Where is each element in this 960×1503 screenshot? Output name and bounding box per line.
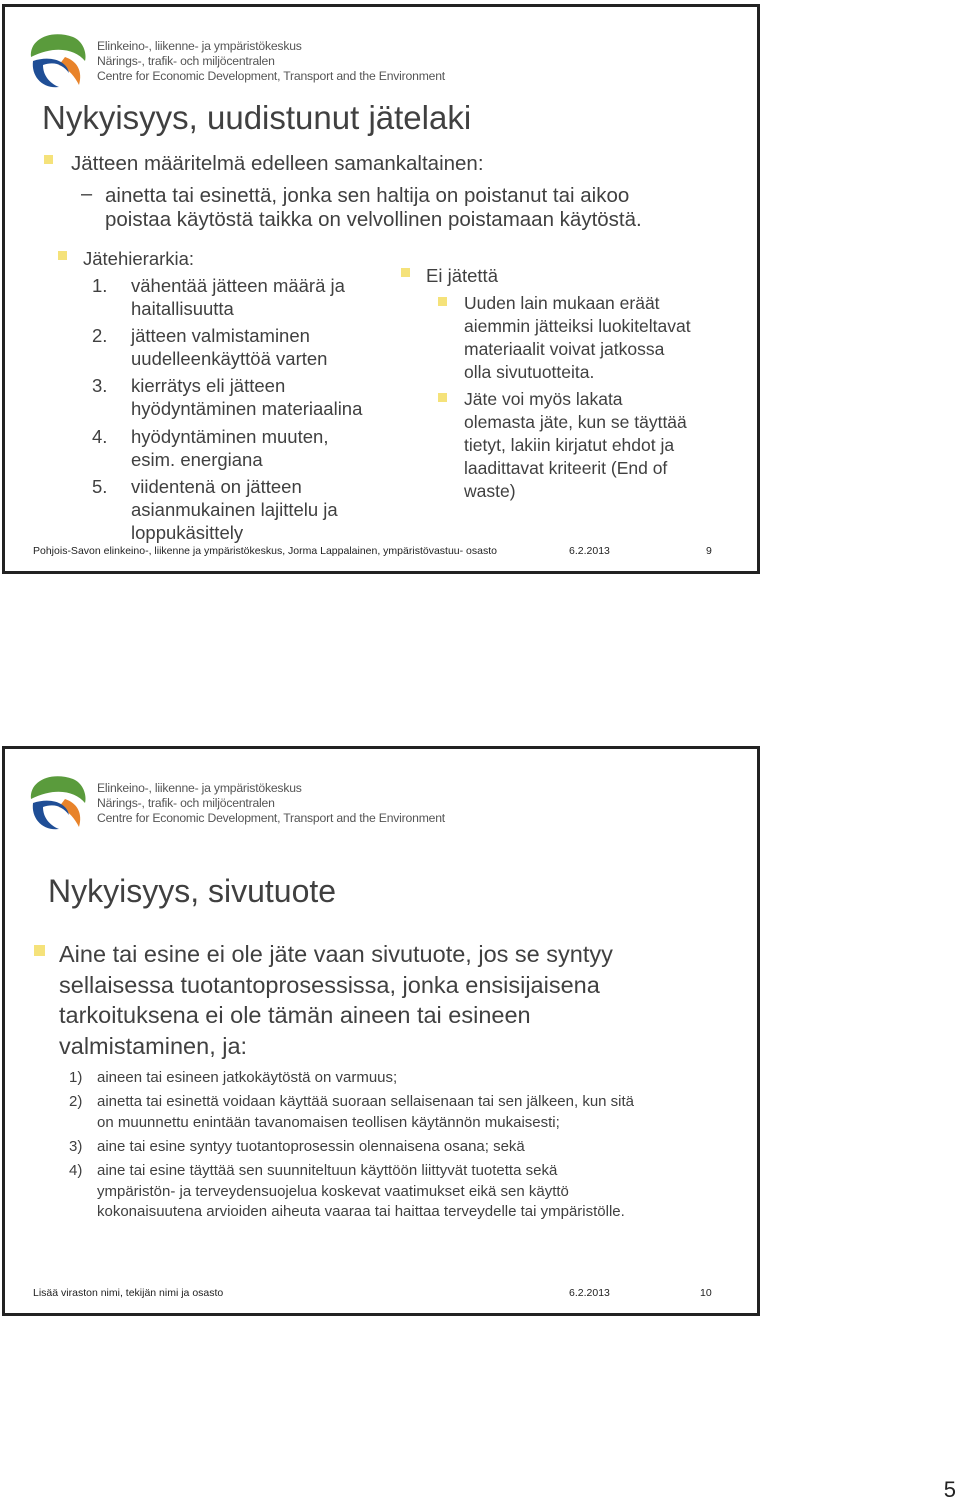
main-line-2: sellaisessa tuotantoprosessissa, jonka ensisijaisena (59, 972, 600, 998)
item-3-l1: aine tai esine syntyy tuotantoprosessin olennaisena osana; sekä (97, 1138, 525, 1155)
no-waste-b1-l3: materiaalit voivat jatkossa (464, 339, 665, 359)
ely-leaf-icon (25, 769, 89, 833)
main-line-4: valmistaminen, ja: (59, 1033, 248, 1059)
hier-item-5-l2: asianmukainen lajittelu ja (131, 499, 338, 520)
dash-marker: – (81, 183, 93, 205)
no-waste-label: Ei jätettä (426, 265, 498, 286)
hier-num: 3. (92, 375, 108, 396)
footer-text: Pohjois-Savon elinkeino-, liikenne ja ympäristökeskus, Jorma Lappalainen, ympäristövastuu- osasto (33, 545, 497, 557)
item-2-l2: on muunnettu enintään tavanomaisen teollisen käytännön mukaisesti; (97, 1114, 560, 1131)
no-waste-b2-l4: laadittavat kriteerit (End of (464, 458, 668, 478)
main-line-1: Aine tai esine ei ole jäte vaan sivutuote, jos se syntyy (59, 941, 613, 967)
hier-item-3-l2: hyödyntäminen materiaalina (131, 398, 363, 419)
page-number: 5 (943, 1477, 956, 1502)
hier-item-2-l2: uudelleenkäyttöä varten (131, 348, 328, 369)
footer-date: 6.2.2013 (569, 545, 610, 557)
hier-num: 1. (92, 275, 108, 296)
logo-line-1: Elinkeino-, liikenne- ja ympäristökeskus (97, 39, 302, 53)
hier-num: 4. (92, 426, 108, 447)
hier-item-4-l1: hyödyntäminen muuten, (131, 426, 329, 447)
bullet-marker (438, 393, 447, 402)
item-2-l1: ainetta tai esinettä voidaan käyttää suoraan sellaisenaan tai sen jälkeen, kun sitä (97, 1093, 635, 1110)
item-4-l3: kokonaisuutena arvioiden aiheuta vaaraa tai haittaa terveydelle tai ympäristölle. (97, 1203, 625, 1220)
hier-item-5-l3: loppukäsittely (131, 522, 244, 543)
definition-line-1: ainetta tai esinettä, jonka sen haltija on poistanut tai aikoo (105, 184, 630, 207)
ely-logo (25, 769, 445, 833)
item-num: 3) (69, 1138, 83, 1155)
logo-line-3: Centre for Economic Development, Transport and the Environment (97, 811, 445, 825)
item-num: 2) (69, 1093, 83, 1110)
definition-line-2: poistaa käytöstä taikka on velvollinen poistamaan käytöstä. (105, 208, 642, 231)
slide-number: 10 (700, 1287, 712, 1299)
hier-item-5-l1: viidentenä on jätteen (131, 476, 302, 497)
hier-num: 5. (92, 476, 108, 497)
slide-number: 9 (706, 545, 712, 557)
main-line-3: tarkoituksena ei ole tämän aineen tai esineen (59, 1002, 531, 1028)
hierarchy-label: Jätehierarkia: (83, 248, 195, 269)
hier-item-3-l1: kierrätys eli jätteen (131, 375, 286, 396)
item-4-l1: aine tai esine täyttää sen suunniteltuun käyttöön liittyvät tuotetta sekä (97, 1162, 558, 1179)
no-waste-b2-l3: tietyt, lakiin kirjatut ehdot ja (464, 435, 675, 455)
ely-logo (25, 27, 445, 91)
item-num: 1) (69, 1069, 83, 1086)
ely-leaf-icon (25, 27, 89, 91)
no-waste-b2-l1: Jäte voi myös lakata (464, 389, 623, 409)
logo-line-3: Centre for Economic Development, Transport and the Environment (97, 69, 445, 83)
hier-item-1-l2: haitallisuutta (131, 298, 234, 319)
hier-num: 2. (92, 325, 108, 346)
hier-item-2-l1: jätteen valmistaminen (131, 325, 310, 346)
hier-item-4-l2: esim. energiana (131, 449, 263, 470)
logo-line-2: Närings-, trafik- och miljöcentralen (97, 796, 275, 810)
bullet-definition: Jätteen määritelmä edelleen samankaltainen: (71, 152, 484, 175)
item-1-l1: aineen tai esineen jatkokäytöstä on varmuus; (97, 1069, 398, 1086)
hier-item-1-l1: vähentää jätteen määrä ja (131, 275, 345, 296)
logo-line-1: Elinkeino-, liikenne- ja ympäristökeskus (97, 781, 302, 795)
no-waste-b2-l2: olemasta jäte, kun se täyttää (464, 412, 687, 432)
slide-10 (2, 746, 760, 1316)
no-waste-b1-l1: Uuden lain mukaan eräät (464, 293, 660, 313)
footer-text: Lisää viraston nimi, tekijän nimi ja osasto (33, 1287, 224, 1299)
logo-line-2: Närings-, trafik- och miljöcentralen (97, 54, 275, 68)
bullet-marker (401, 268, 410, 277)
bullet-marker (34, 945, 45, 956)
bullet-marker (44, 155, 53, 164)
bullet-marker (438, 297, 447, 306)
bullet-marker (58, 251, 67, 260)
slide-title: Nykyisyys, sivutuote (48, 873, 337, 909)
no-waste-b2-l5: waste) (464, 481, 516, 501)
slide-title: Nykyisyys, uudistunut jätelaki (42, 99, 472, 136)
no-waste-b1-l4: olla sivutuotteita. (464, 362, 595, 382)
slide-9 (2, 4, 760, 574)
item-num: 4) (69, 1162, 83, 1179)
no-waste-b1-l2: aiemmin jätteiksi luokiteltavat (464, 316, 691, 336)
footer-date: 6.2.2013 (569, 1287, 610, 1299)
item-4-l2: ympäristön- ja terveydensuojelua koskevat vaatimukset eikä sen käyttö (97, 1183, 569, 1200)
